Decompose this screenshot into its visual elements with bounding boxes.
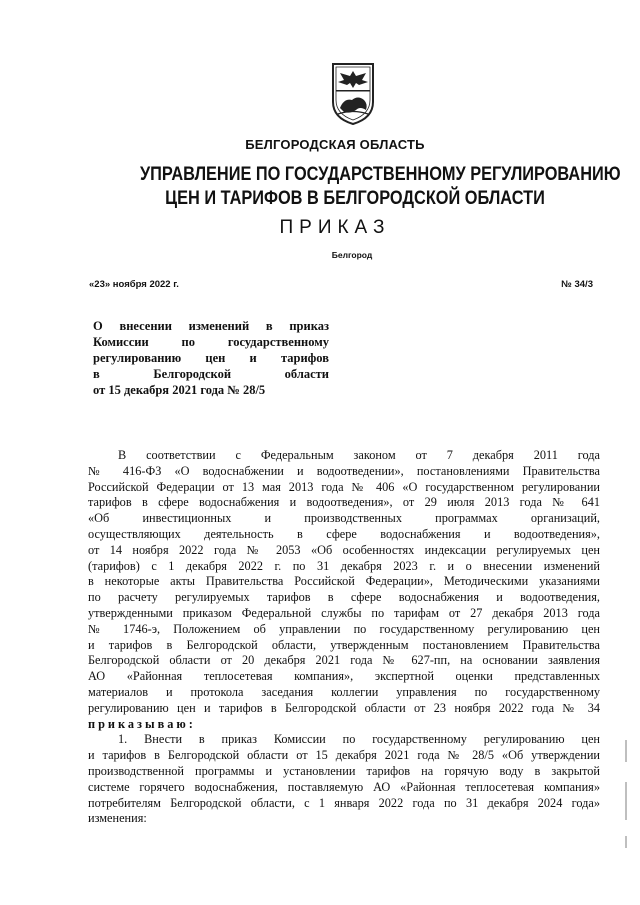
item-line: 1. Внести в приказ Комиссии по государственному регулированию цен: [118, 732, 600, 747]
scan-margin-mark: [625, 782, 627, 820]
order-subject: [93, 318, 329, 398]
body-line: материалов и протокола заседания коллегии управления по государственному: [88, 684, 600, 699]
subject-line: от 15 декабря 2021 года № 28/5: [93, 383, 266, 397]
department-title-line: ЦЕН И ТАРИФОВ В БЕЛГОРОДСКОЙ ОБЛАСТИ: [165, 188, 545, 209]
department-title-line: УПРАВЛЕНИЕ ПО ГОСУДАРСТВЕННОМУ РЕГУЛИРОВАНИЮ: [140, 164, 621, 185]
document-type: ПРИКАЗ: [279, 217, 391, 238]
body-line: и тарифов в Белгородской области, утвержденным постановлением Правительства: [88, 637, 600, 652]
item-line: производственной программы и установлении тарифов на горячую воду в закрытой: [88, 763, 600, 778]
body-line: тарифов в сфере водоснабжения и водоотведения», от 29 июля 2013 года № 641: [88, 495, 600, 510]
body-line: в некоторые акты Правительства Российской Федерации», Методическими указаниями: [88, 574, 600, 589]
item-line: потребителям Белгородской области, с 1 января 2022 года по 31 декабря 2024 года»: [88, 795, 600, 810]
order-body: [88, 448, 600, 827]
body-line: утвержденными приказом Федеральной службы по тарифам от 27 декабря 2013 года: [88, 605, 600, 620]
subject-line: Комиссии по государственному: [93, 335, 329, 349]
subject-line: в Белгородской области: [93, 367, 329, 381]
body-line: № 416-ФЗ «О водоснабжении и водоотведении», постановлениями Правительства: [88, 463, 600, 478]
city-name: Белгород: [331, 250, 373, 260]
order-number: № 34/3: [561, 279, 593, 290]
body-line: от 14 ноября 2022 года № 2053 «Об особенностях индексации регулируемых цен: [88, 542, 600, 557]
coat-of-arms-emblem: [330, 62, 376, 126]
order-date: «23» ноября 2022 г.: [89, 279, 179, 290]
subject-line: О внесении изменений в приказ: [93, 319, 329, 333]
item-line: и тарифов в Белгородской области от 15 декабря 2021 года № 28/5 «Об утверждении: [88, 748, 600, 763]
region-title: БЕЛГОРОДСКАЯ ОБЛАСТЬ: [245, 137, 425, 152]
body-line: (тарифов) с 1 декабря 2022 г. по 31 декабря 2023 г. и о внесении изменений: [88, 558, 600, 573]
item-line: системе горячего водоснабжения, поставляемую АО «Районная теплосетевая компания»: [88, 779, 600, 794]
body-line: АО «Районная теплосетевая компания», экспертной оценки представленных: [88, 669, 600, 684]
body-line: осуществляющих деятельность в сфере водоснабжения и водоотведения»,: [88, 526, 600, 541]
body-line: Белгородской области от 20 декабря 2021 года № 627-пп, на основании заявления: [88, 653, 600, 668]
body-line: № 1746-э, Положением об управлении по государственному регулированию цен: [88, 621, 600, 636]
item-line: изменения:: [88, 811, 147, 826]
scan-margin-mark: [625, 740, 627, 762]
body-line: В соответствии с Федеральным законом от 7 декабря 2011 года: [118, 448, 600, 462]
body-line: регулированию цен и тарифов в Белгородской области от 23 ноября 2022 года № 34: [88, 700, 600, 715]
order-word: приказываю:: [88, 716, 196, 731]
body-line: по расчету регулируемых тарифов в сфере водоснабжения и водоотведения,: [88, 590, 600, 605]
body-line: «Об инвестиционных и производственных программах организаций,: [88, 511, 600, 526]
department-title: [140, 163, 621, 211]
subject-line: регулированию цен и тарифов: [93, 351, 329, 365]
body-line: Российской Федерации от 13 мая 2013 года № 406 «О государственном регулировании: [88, 479, 600, 494]
scan-margin-mark: [625, 836, 627, 848]
